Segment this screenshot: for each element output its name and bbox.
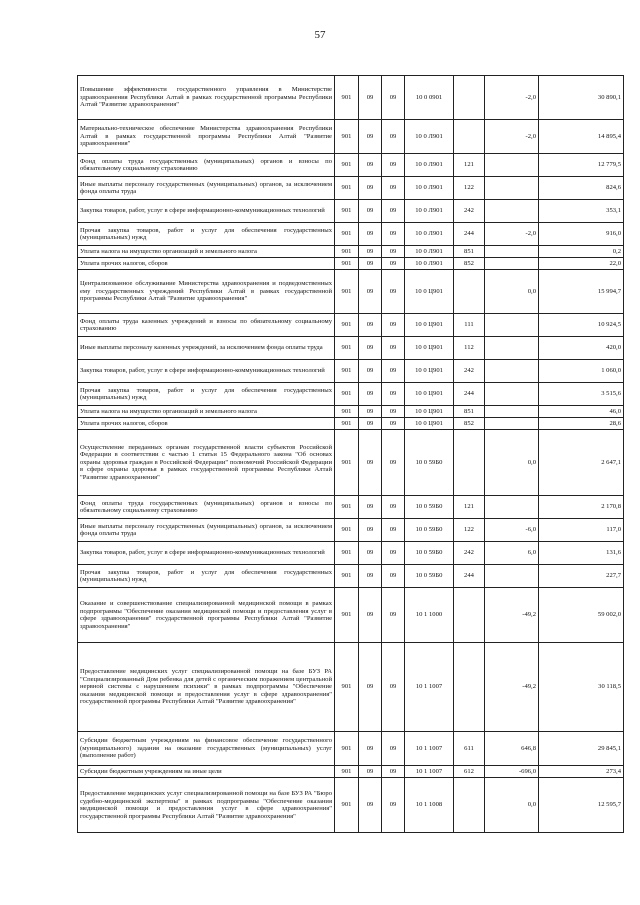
row-change-amount: -2,0 (485, 76, 539, 120)
table-row (78, 270, 624, 314)
row-total-amount: 117,0 (539, 519, 624, 542)
row-change-amount (485, 418, 539, 430)
row-subsection-code: 09 (382, 246, 405, 258)
row-subsection-code: 09 (382, 588, 405, 643)
table-row (78, 496, 624, 519)
table-row (78, 177, 624, 200)
row-change-amount (485, 200, 539, 223)
row-change-amount (485, 314, 539, 337)
row-expense-type-code: 244 (454, 383, 485, 406)
row-total-amount: 2 170,8 (539, 496, 624, 519)
row-expense-type-code: 121 (454, 154, 485, 177)
row-expense-type-code: 121 (454, 496, 485, 519)
row-section-code: 09 (359, 223, 382, 246)
row-change-amount (485, 565, 539, 588)
row-description: Закупка товаров, работ, услуг в сфере информационно-коммуникационных технологий (78, 360, 335, 383)
row-section-code: 09 (359, 76, 382, 120)
row-target-article-code: 10 0 0901 (405, 76, 454, 120)
row-target-article-code: 10 0 Л901 (405, 120, 454, 154)
row-grbs-code: 901 (335, 542, 359, 565)
row-change-amount: -49,2 (485, 643, 539, 732)
row-subsection-code: 09 (382, 406, 405, 418)
row-section-code: 09 (359, 177, 382, 200)
table-row (78, 246, 624, 258)
row-description: Прочая закупка товаров, работ и услуг для обеспечения государственных (муниципальных) нужд (78, 565, 335, 588)
row-description: Иные выплаты персоналу государственных (муниципальных) органов, за исключением фонда оплаты труда (78, 177, 335, 200)
row-subsection-code: 09 (382, 643, 405, 732)
row-total-amount: 29 845,1 (539, 732, 624, 766)
row-section-code: 09 (359, 565, 382, 588)
table-row (78, 120, 624, 154)
row-change-amount (485, 383, 539, 406)
row-expense-type-code: 851 (454, 406, 485, 418)
row-total-amount: 46,0 (539, 406, 624, 418)
row-change-amount: 646,8 (485, 732, 539, 766)
row-description: Оказание и совершенствование специализированной медицинской помощи в рамках подпрограммы "Обеспечение оказания медицинской помощи и предоставления услуг в сфере здравоохранения" государственной программы Республики Алтай "Развитие здравоохранения" (78, 588, 335, 643)
table-row (78, 223, 624, 246)
row-change-amount (485, 154, 539, 177)
row-expense-type-code: 852 (454, 258, 485, 270)
row-total-amount: 916,0 (539, 223, 624, 246)
row-target-article-code: 10 0 Ц901 (405, 337, 454, 360)
row-total-amount: 10 924,5 (539, 314, 624, 337)
table-row (78, 565, 624, 588)
row-expense-type-code: 612 (454, 766, 485, 778)
row-section-code: 09 (359, 588, 382, 643)
row-subsection-code: 09 (382, 418, 405, 430)
row-total-amount: 12 595,7 (539, 778, 624, 833)
row-subsection-code: 09 (382, 766, 405, 778)
row-description: Уплата прочих налогов, сборов (78, 418, 335, 430)
row-grbs-code: 901 (335, 383, 359, 406)
row-description: Субсидии бюджетным учреждениям на финансовое обеспечение государственного (муниципального) задания на оказание государственных (муниципальных) услуг (выполнение работ) (78, 732, 335, 766)
row-section-code: 09 (359, 154, 382, 177)
row-total-amount: 824,6 (539, 177, 624, 200)
table-row (78, 778, 624, 833)
table-row (78, 76, 624, 120)
row-expense-type-code: 122 (454, 519, 485, 542)
row-expense-type-code: 242 (454, 360, 485, 383)
row-grbs-code: 901 (335, 430, 359, 496)
table-row (78, 314, 624, 337)
row-description: Уплата налога на имущество организаций и земельного налога (78, 246, 335, 258)
row-section-code: 09 (359, 430, 382, 496)
table-row (78, 766, 624, 778)
row-grbs-code: 901 (335, 360, 359, 383)
table-row (78, 383, 624, 406)
row-grbs-code: 901 (335, 200, 359, 223)
row-target-article-code: 10 0 Ц901 (405, 418, 454, 430)
row-grbs-code: 901 (335, 643, 359, 732)
row-target-article-code: 10 0 59Б0 (405, 542, 454, 565)
row-total-amount: 28,6 (539, 418, 624, 430)
row-expense-type-code: 242 (454, 542, 485, 565)
row-total-amount: 3 515,6 (539, 383, 624, 406)
row-target-article-code: 10 1 1007 (405, 732, 454, 766)
row-expense-type-code: 852 (454, 418, 485, 430)
row-target-article-code: 10 1 1008 (405, 778, 454, 833)
row-grbs-code: 901 (335, 258, 359, 270)
row-description: Субсидии бюджетным учреждениям на иные цели (78, 766, 335, 778)
row-expense-type-code (454, 430, 485, 496)
row-expense-type-code (454, 120, 485, 154)
table-row (78, 430, 624, 496)
row-grbs-code: 901 (335, 246, 359, 258)
row-subsection-code: 09 (382, 177, 405, 200)
row-subsection-code: 09 (382, 496, 405, 519)
row-subsection-code: 09 (382, 337, 405, 360)
row-subsection-code: 09 (382, 565, 405, 588)
row-description: Прочая закупка товаров, работ и услуг для обеспечения государственных (муниципальных) нужд (78, 223, 335, 246)
page-number: 57 (314, 29, 326, 41)
row-target-article-code: 10 0 59Б0 (405, 565, 454, 588)
row-target-article-code: 10 0 Ц901 (405, 360, 454, 383)
row-section-code: 09 (359, 778, 382, 833)
row-expense-type-code (454, 270, 485, 314)
row-target-article-code: 10 0 Ц901 (405, 314, 454, 337)
row-target-article-code: 10 0 Л901 (405, 154, 454, 177)
row-total-amount: 0,2 (539, 246, 624, 258)
row-subsection-code: 09 (382, 314, 405, 337)
row-grbs-code: 901 (335, 406, 359, 418)
row-change-amount: 0,0 (485, 430, 539, 496)
row-section-code: 09 (359, 337, 382, 360)
row-total-amount: 353,1 (539, 200, 624, 223)
row-grbs-code: 901 (335, 76, 359, 120)
row-section-code: 09 (359, 732, 382, 766)
row-expense-type-code: 112 (454, 337, 485, 360)
table-row (78, 258, 624, 270)
row-total-amount: 131,6 (539, 542, 624, 565)
row-total-amount: 59 002,0 (539, 588, 624, 643)
table-row (78, 519, 624, 542)
row-change-amount: 0,0 (485, 778, 539, 833)
row-total-amount: 273,4 (539, 766, 624, 778)
row-change-amount: 6,0 (485, 542, 539, 565)
row-target-article-code: 10 0 59Б0 (405, 430, 454, 496)
row-grbs-code: 901 (335, 223, 359, 246)
row-expense-type-code: 244 (454, 565, 485, 588)
row-target-article-code: 10 0 Л901 (405, 258, 454, 270)
row-section-code: 09 (359, 246, 382, 258)
row-change-amount: -2,0 (485, 223, 539, 246)
row-section-code: 09 (359, 643, 382, 732)
row-section-code: 09 (359, 200, 382, 223)
table-row (78, 542, 624, 565)
row-section-code: 09 (359, 314, 382, 337)
row-target-article-code: 10 0 Ц901 (405, 270, 454, 314)
table-row (78, 406, 624, 418)
row-change-amount: -2,0 (485, 120, 539, 154)
row-total-amount: 30 118,5 (539, 643, 624, 732)
row-grbs-code: 901 (335, 120, 359, 154)
row-subsection-code: 09 (382, 76, 405, 120)
row-target-article-code: 10 0 Ц901 (405, 383, 454, 406)
row-total-amount: 30 890,1 (539, 76, 624, 120)
table-row (78, 360, 624, 383)
row-change-amount (485, 258, 539, 270)
row-grbs-code: 901 (335, 177, 359, 200)
row-expense-type-code: 242 (454, 200, 485, 223)
row-description: Уплата налога на имущество организаций и земельного налога (78, 406, 335, 418)
row-change-amount: 0,0 (485, 270, 539, 314)
row-change-amount: -696,0 (485, 766, 539, 778)
table-row (78, 418, 624, 430)
row-total-amount: 420,0 (539, 337, 624, 360)
row-target-article-code: 10 0 Л901 (405, 246, 454, 258)
row-grbs-code: 901 (335, 337, 359, 360)
row-description: Закупка товаров, работ, услуг в сфере информационно-коммуникационных технологий (78, 542, 335, 565)
row-total-amount: 22,0 (539, 258, 624, 270)
table-row (78, 643, 624, 732)
row-description: Иные выплаты персоналу государственных (муниципальных) органов, за исключением фонда оплаты труда (78, 519, 335, 542)
row-grbs-code: 901 (335, 732, 359, 766)
row-expense-type-code: 611 (454, 732, 485, 766)
row-subsection-code: 09 (382, 430, 405, 496)
row-section-code: 09 (359, 542, 382, 565)
row-section-code: 09 (359, 406, 382, 418)
row-target-article-code: 10 1 1007 (405, 766, 454, 778)
row-grbs-code: 901 (335, 778, 359, 833)
row-grbs-code: 901 (335, 418, 359, 430)
row-expense-type-code: 851 (454, 246, 485, 258)
row-section-code: 09 (359, 418, 382, 430)
row-target-article-code: 10 1 1000 (405, 588, 454, 643)
row-grbs-code: 901 (335, 766, 359, 778)
row-description: Фонд оплаты труда государственных (муниципальных) органов и взносы по обязательному социальному страхованию (78, 154, 335, 177)
row-section-code: 09 (359, 120, 382, 154)
row-subsection-code: 09 (382, 542, 405, 565)
row-target-article-code: 10 0 Л901 (405, 177, 454, 200)
row-grbs-code: 901 (335, 496, 359, 519)
row-description: Прочая закупка товаров, работ и услуг для обеспечения государственных (муниципальных) нужд (78, 383, 335, 406)
row-expense-type-code (454, 778, 485, 833)
row-section-code: 09 (359, 360, 382, 383)
row-subsection-code: 09 (382, 258, 405, 270)
budget-table (77, 75, 624, 833)
row-grbs-code: 901 (335, 314, 359, 337)
row-section-code: 09 (359, 383, 382, 406)
row-change-amount (485, 496, 539, 519)
row-total-amount: 2 647,1 (539, 430, 624, 496)
row-description: Фонд оплаты труда казенных учреждений и взносы по обязательному социальному страхованию (78, 314, 335, 337)
table-row (78, 154, 624, 177)
row-grbs-code: 901 (335, 154, 359, 177)
row-target-article-code: 10 0 59Б0 (405, 519, 454, 542)
row-total-amount: 1 060,0 (539, 360, 624, 383)
row-expense-type-code: 244 (454, 223, 485, 246)
row-target-article-code: 10 0 59Б0 (405, 496, 454, 519)
row-subsection-code: 09 (382, 200, 405, 223)
row-subsection-code: 09 (382, 154, 405, 177)
row-description: Фонд оплаты труда государственных (муниципальных) органов и взносы по обязательному социальному страхованию (78, 496, 335, 519)
row-total-amount: 12 779,5 (539, 154, 624, 177)
row-subsection-code: 09 (382, 778, 405, 833)
row-subsection-code: 09 (382, 223, 405, 246)
row-subsection-code: 09 (382, 120, 405, 154)
row-subsection-code: 09 (382, 732, 405, 766)
row-expense-type-code (454, 643, 485, 732)
row-subsection-code: 09 (382, 519, 405, 542)
row-grbs-code: 901 (335, 588, 359, 643)
row-section-code: 09 (359, 270, 382, 314)
row-subsection-code: 09 (382, 360, 405, 383)
row-change-amount (485, 360, 539, 383)
row-total-amount: 14 895,4 (539, 120, 624, 154)
row-change-amount (485, 177, 539, 200)
row-change-amount (485, 246, 539, 258)
row-grbs-code: 901 (335, 270, 359, 314)
row-subsection-code: 09 (382, 270, 405, 314)
table-row (78, 588, 624, 643)
row-description: Централизованное обслуживание Министерства здравоохранения и подведомственных ему государственных учреждений Республики Алтай в рамках государственной программы Республики Алтай "Развитие здравоохранения" (78, 270, 335, 314)
row-target-article-code: 10 0 Л901 (405, 200, 454, 223)
row-total-amount: 227,7 (539, 565, 624, 588)
row-change-amount (485, 406, 539, 418)
table-row (78, 337, 624, 360)
row-grbs-code: 901 (335, 565, 359, 588)
row-section-code: 09 (359, 496, 382, 519)
row-target-article-code: 10 0 Л901 (405, 223, 454, 246)
row-expense-type-code: 122 (454, 177, 485, 200)
row-target-article-code: 10 1 1007 (405, 643, 454, 732)
table-row (78, 732, 624, 766)
row-description: Закупка товаров, работ, услуг в сфере информационно-коммуникационных технологий (78, 200, 335, 223)
row-subsection-code: 09 (382, 383, 405, 406)
row-section-code: 09 (359, 258, 382, 270)
row-expense-type-code: 111 (454, 314, 485, 337)
row-expense-type-code (454, 76, 485, 120)
row-change-amount (485, 337, 539, 360)
row-total-amount: 15 994,7 (539, 270, 624, 314)
table-row (78, 200, 624, 223)
row-description: Предоставление медицинских услуг специализированной помощи на базе БУЗ РА "Бюро судебно-медицинской экспертизы" в рамках подпрограммы "Обеспечение оказания медицинской помощи и предоставления услуг в сфере здравоохранения" государственной программы Республики Алтай "Развитие здравоохранения" (78, 778, 335, 833)
row-section-code: 09 (359, 766, 382, 778)
row-description: Предоставление медицинских услуг специализированной помощи на базе БУЗ РА "Специализированный Дом ребенка для детей с органическим поражением центральной нервной системы с нарушением психики" в рамках подпрограммы "Обеспечение оказания медицинской помощи и предоставления услуг в сфере здравоохранения" государственной программы Республики Алтай "Развитие здравоохранения" (78, 643, 335, 732)
row-section-code: 09 (359, 519, 382, 542)
row-change-amount: -49,2 (485, 588, 539, 643)
row-description: Уплата прочих налогов, сборов (78, 258, 335, 270)
row-description: Иные выплаты персоналу казенных учреждений, за исключением фонда оплаты труда (78, 337, 335, 360)
row-description: Осуществление переданных органам государственной власти субъектов Российской Федерации в соответствии с частью 1 статьи 15 Федерального закона "Об основах охраны здоровья граждан в Российской Федерации" полномочий Российской Федерации в сфере охраны здоровья в рамках государственной программы Республики Алтай "Развитие здравоохранения" (78, 430, 335, 496)
row-change-amount: -6,0 (485, 519, 539, 542)
row-description: Материально-техническое обеспечение Министерства здравоохранения Республики Алтай в рамках государственной программы Республики Алтай "Развитие здравоохранения" (78, 120, 335, 154)
row-grbs-code: 901 (335, 519, 359, 542)
row-target-article-code: 10 0 Ц901 (405, 406, 454, 418)
row-description: Повышение эффективности государственного управления в Министерстве здравоохранения Республики Алтай в рамках государственной программы Республики Алтай "Развитие здравоохранения" (78, 76, 335, 120)
row-expense-type-code (454, 588, 485, 643)
